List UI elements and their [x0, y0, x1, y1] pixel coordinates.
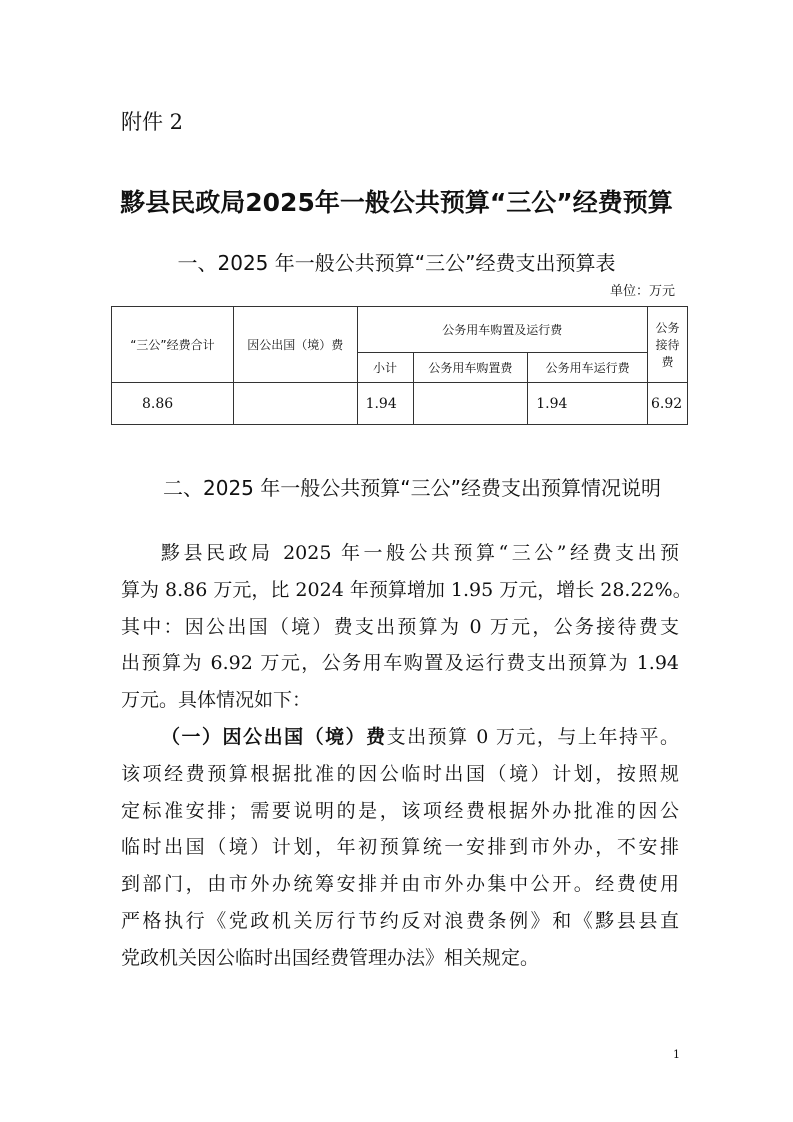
text-span: 支出预算 0 万元，与上年持平。: [386, 725, 679, 748]
page-title: 黟县民政局2025年一般公共预算“三公”经费预算: [120, 188, 673, 217]
text-line: 严格执行《党政机关厉行节约反对浪费条例》和《黟县县直: [121, 909, 679, 932]
text-line: 万元。具体情况如下：: [121, 689, 312, 712]
cell-abroad: [233, 383, 357, 425]
text-line: 临时出国（境）计划，年初预算统一安排到市外办，不安排: [121, 836, 679, 859]
text-line: [121, 719, 679, 756]
cell-operation: 1.94: [528, 383, 648, 425]
header-purchase: 公务用车购置费: [413, 353, 528, 383]
text-line: 算为 8.86 万元，比 2024 年预算增加 1.95 万元，增长 28.22%。: [121, 578, 692, 601]
body-text: [121, 535, 692, 977]
text-line: 到部门，由市外办统筹安排并由市外办集中公开。经费使用: [121, 873, 679, 896]
header-reception: 公务接待费: [648, 307, 688, 383]
header-total: “三公”经费合计: [112, 307, 234, 383]
page-number: 1: [673, 1048, 680, 1061]
cell-reception: 6.92: [648, 383, 688, 425]
text-line: 其中：因公出国（境）费支出预算为 0 万元，公务接待费支: [121, 615, 679, 638]
table-row: [112, 383, 688, 425]
header-operation: 公务用车运行费: [528, 353, 648, 383]
header-abroad: 因公出国（境）费: [233, 307, 357, 383]
attachment-label: 附件 2: [121, 110, 184, 134]
text-line: 黟县民政局 2025 年一般公共预算“三公”经费支出预: [161, 542, 679, 564]
unit-label: 单位：万元: [609, 284, 675, 299]
header-subtotal: 小计: [357, 353, 413, 383]
subheading-abroad: （一）因公出国（境）费: [161, 725, 387, 748]
section-heading-1: 一、2025 年一般公共预算“三公”经费支出预算表: [177, 251, 616, 275]
text-line: 该项经费预算根据批准的因公临时出国（境）计划，按照规: [121, 762, 679, 785]
text-line: 党政机关因公临时出国经费管理办法》相关规定。: [121, 946, 540, 969]
text-line: 定标准安排；需要说明的是，该项经费根据外办批准的因公: [121, 799, 679, 822]
text-line: 出预算为 6.92 万元，公务用车购置及运行费支出预算为 1.94: [121, 652, 679, 675]
cell-subtotal: 1.94: [357, 383, 413, 425]
budget-table: [111, 306, 688, 425]
cell-total: 8.86: [112, 383, 234, 425]
header-vehicle: 公务用车购置及运行费: [357, 307, 647, 353]
table-header-row: [112, 307, 688, 353]
section-heading-2: 二、2025 年一般公共预算“三公”经费支出预算情况说明: [163, 476, 661, 500]
cell-purchase: [413, 383, 528, 425]
